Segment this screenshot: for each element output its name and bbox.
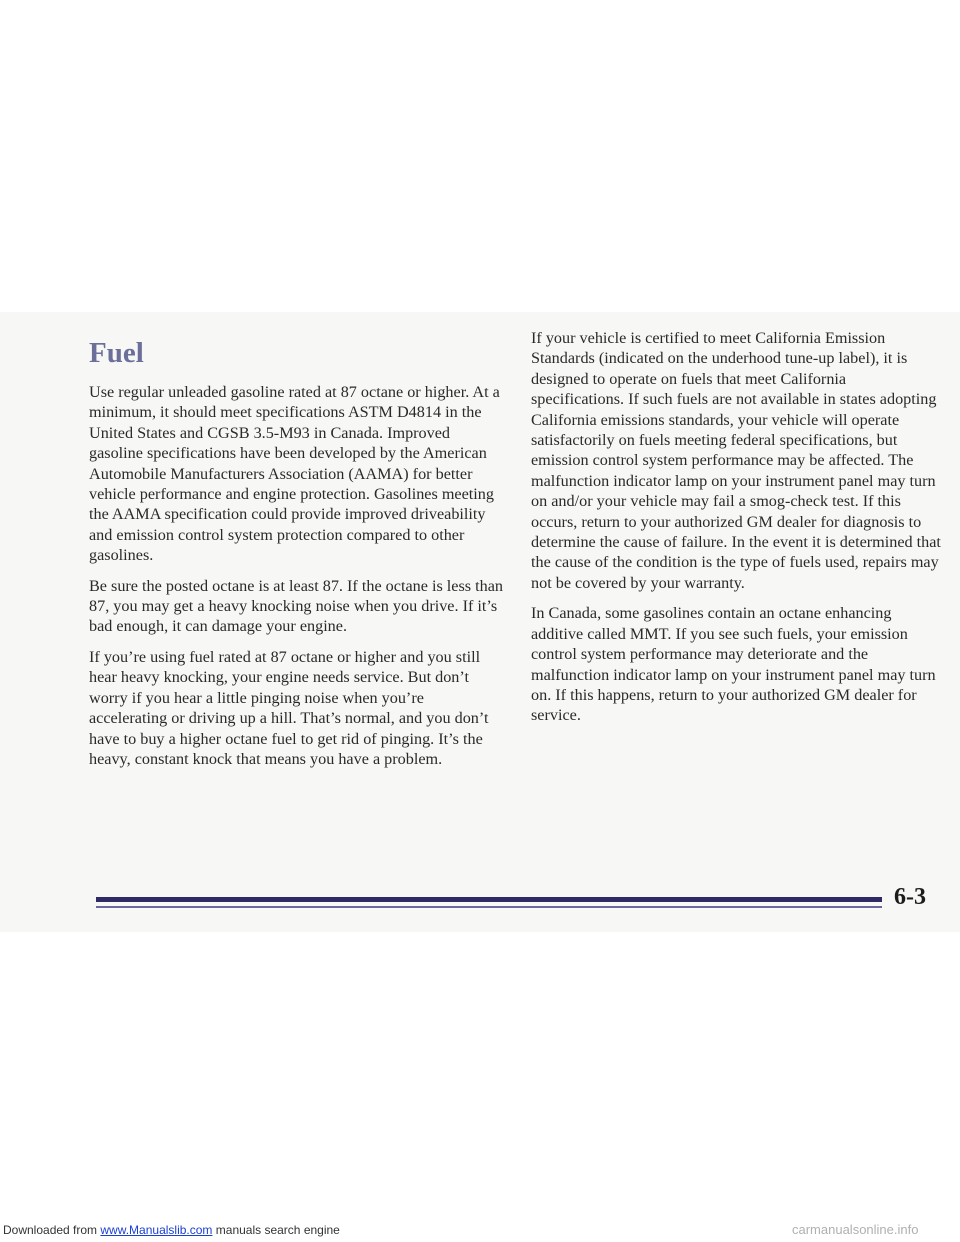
paragraph-octane-knocking: Be sure the posted octane is at least 87. If the octane is less than 87, you may get a heavy knocking noise when you drive. If it’s bad enough, it can damage your engine. xyxy=(89,576,504,636)
paragraph-engine-service: If you’re using fuel rated at 87 octane or higher and you still hear heavy knocking, your engine needs service. But don’t worry if you hear a little pinging noise when you’re accelerating or driving up a hill. That’s normal, and you don’t have to buy a higher octane fuel to get rid of pinging. It’s the heavy, constant knock that means you have a problem. xyxy=(89,647,489,768)
footer-rule-thick xyxy=(96,897,882,902)
paragraph-fuel-requirements: Use regular unleaded gasoline rated at 87 octane or higher. At a minimum, it should meet specifications ASTM D4814 in the United States and CGSB 3.5-M93 in Canada. Improved gasoline specifications have been developed by the American Automobile Manufacturers Association (AAMA) for better vehicle performance and engine protection. Gasolines meeting the AAMA specification could provide improved driveability and emission control system protection compared to other gasolines. xyxy=(89,383,500,565)
manualslib-link[interactable]: www.Manualslib.com xyxy=(100,1223,213,1237)
footer-rule-thin xyxy=(96,906,882,908)
paragraph-california-emission: If your vehicle is certified to meet California Emission Standards (indicated on the underhood tune-up label), it is designed to operate on fuels that meet California specifications. If such fuels are not available in states adopting California emissions standards, your vehicle will operate satisfactorily on fuels meeting federal specifications, but emission control system performance may be affected. The malfunction indicator lamp on your instrument panel may turn on and/or your vehicle may fail a smog-check test. If this occurs, return to your authorized GM dealer for diagnosis to determine the cause of failure. In the event it is determined that the cause of the condition is the type of fuels used, repairs may not be covered by your warranty. xyxy=(531,329,941,592)
download-suffix: manuals search engine xyxy=(212,1223,340,1237)
site-watermark: carmanualsonline.info xyxy=(792,1222,919,1237)
paragraph-canada-mmt: In Canada, some gasolines contain an octane enhancing additive called MMT. If you see such fuels, your emission control system performance may deteriorate and the malfunction indicator lamp on your instrument panel may turn on. If this happens, return to your authorized GM dealer for service. xyxy=(531,604,936,725)
section-title: Fuel xyxy=(89,337,144,369)
left-column xyxy=(89,328,505,779)
right-column xyxy=(531,328,943,736)
download-source-note xyxy=(3,1223,340,1237)
page-number: 6-3 xyxy=(894,884,926,910)
download-prefix: Downloaded from xyxy=(3,1223,101,1237)
